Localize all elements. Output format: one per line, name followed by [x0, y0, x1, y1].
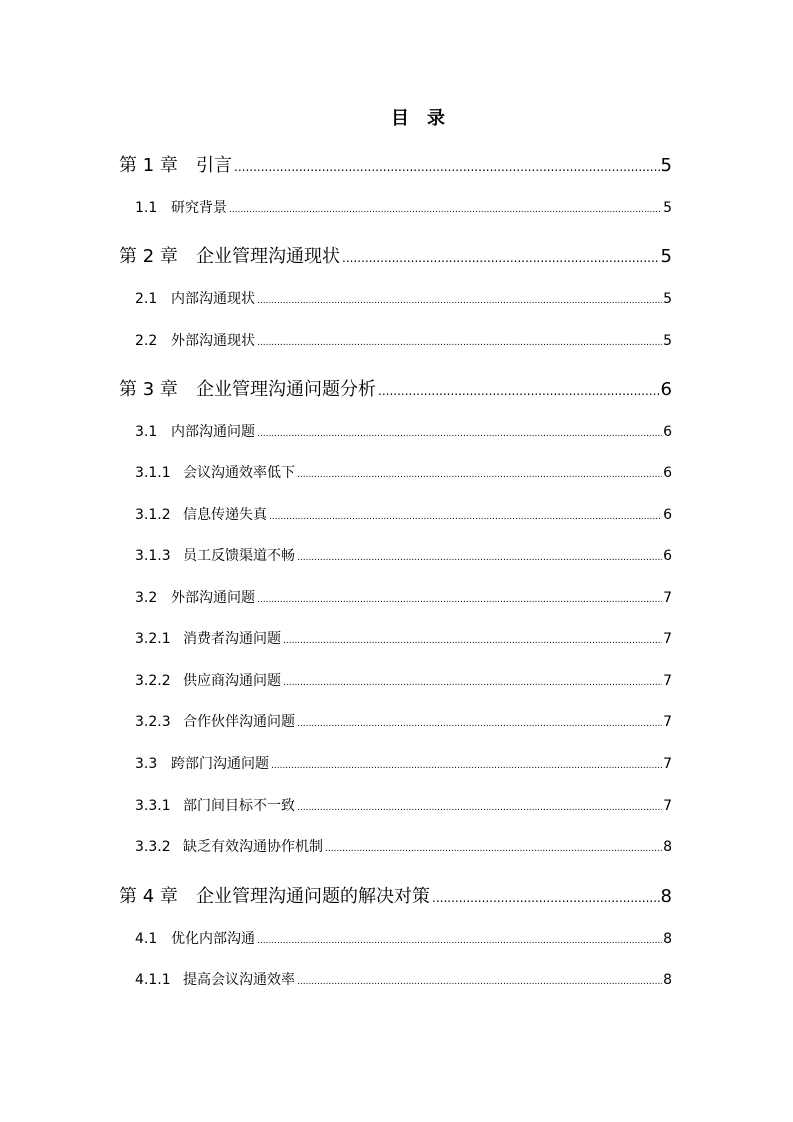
toc-entry-text: 部门间目标不一致: [183, 798, 295, 814]
toc-entry-number: 3.3.2: [135, 839, 171, 855]
toc-entry-number: 2.1: [135, 291, 158, 307]
toc-entry-chapter-1[interactable]: [119, 154, 672, 178]
toc-entry-page: 8: [663, 931, 672, 947]
toc-entry-text: 提高会议沟通效率: [183, 972, 295, 988]
toc-entry-number: 3.1.2: [135, 507, 171, 523]
toc-entry-number: 2.2: [135, 333, 158, 349]
toc-dot-leader: [297, 466, 662, 484]
toc-entry-page: 7: [663, 631, 672, 647]
toc-entry-3-3[interactable]: [135, 755, 672, 773]
toc-entry-3-1-1[interactable]: [135, 464, 672, 482]
toc-dot-leader: [269, 508, 662, 526]
toc-entry-page: 8: [660, 886, 672, 907]
toc-entry-page: 7: [663, 673, 672, 689]
toc-entry-text: 企业管理沟通现状: [196, 246, 340, 267]
toc-entry-3-1-2[interactable]: [135, 506, 672, 524]
toc-entry-number: 3.2.3: [135, 714, 171, 730]
toc-entry-text: 外部沟通现状: [171, 333, 255, 349]
toc-entry-page: 6: [663, 424, 672, 440]
toc-entry-page: 8: [663, 972, 672, 988]
toc-entry-number: 3.1.1: [135, 465, 171, 481]
toc-entry-1-1[interactable]: [135, 199, 672, 217]
toc-entry-number: 3.3.1: [135, 798, 171, 814]
toc-entry-text: 跨部门沟通问题: [171, 756, 269, 772]
toc-dot-leader: [342, 246, 660, 270]
toc-entry-text: 会议沟通效率低下: [183, 465, 295, 481]
toc-entry-number: 4.1.1: [135, 972, 171, 988]
toc-dot-leader: [257, 932, 662, 950]
toc-entry-4-1[interactable]: [135, 930, 672, 948]
toc-entry-page: 5: [663, 333, 672, 349]
toc-entry-page: 6: [663, 465, 672, 481]
toc-dot-leader: [257, 591, 662, 609]
toc-entry-page: 7: [663, 798, 672, 814]
toc-entry-chapter-3[interactable]: [119, 378, 672, 402]
toc-entry-number: 3.3: [135, 756, 158, 772]
toc-title: 目 录: [391, 108, 445, 129]
toc-entry-page: 7: [663, 714, 672, 730]
toc-dot-leader: [234, 155, 660, 179]
toc-dot-leader: [257, 292, 662, 310]
toc-entry-text: 企业管理沟通问题分析: [196, 379, 376, 400]
toc-dot-leader: [297, 973, 662, 991]
toc-entry-text: 优化内部沟通: [171, 931, 255, 947]
toc-entry-3-2-3[interactable]: [135, 713, 672, 731]
toc-entry-number: 第 3 章: [119, 379, 178, 400]
toc-entry-text: 员工反馈渠道不畅: [183, 548, 295, 564]
toc-entry-3-2-2[interactable]: [135, 672, 672, 690]
toc-entry-page: 6: [663, 548, 672, 564]
toc-entry-text: 研究背景: [171, 200, 227, 216]
toc-entry-page: 5: [663, 291, 672, 307]
toc-entry-number: 第 1 章: [119, 155, 178, 176]
toc-dot-leader: [283, 674, 662, 692]
toc-entry-number: 4.1: [135, 931, 158, 947]
toc-entry-page: 5: [663, 200, 672, 216]
toc-entry-page: 5: [660, 246, 672, 267]
toc-entry-number: 1.1: [135, 200, 158, 216]
toc-entry-number: 3.2: [135, 590, 158, 606]
toc-entry-page: 6: [663, 507, 672, 523]
toc-entry-chapter-2[interactable]: [119, 245, 672, 269]
toc-entry-2-2[interactable]: [135, 332, 672, 350]
toc-entry-3-3-2[interactable]: [135, 838, 672, 856]
toc-entry-page: 7: [663, 756, 672, 772]
toc-entry-number: 第 2 章: [119, 246, 178, 267]
toc-entry-number: 3.1: [135, 424, 158, 440]
toc-dot-leader: [297, 799, 662, 817]
toc-dot-leader: [257, 334, 662, 352]
toc-entry-text: 合作伙伴沟通问题: [183, 714, 295, 730]
toc-entry-number: 3.2.1: [135, 631, 171, 647]
toc-entry-4-1-1[interactable]: [135, 971, 672, 989]
toc-entry-3-1[interactable]: [135, 423, 672, 441]
toc-dot-leader: [297, 549, 662, 567]
toc-entry-page: 5: [660, 155, 672, 176]
toc-entry-number: 第 4 章: [119, 886, 178, 907]
toc-entry-3-2[interactable]: [135, 589, 672, 607]
toc-entry-2-1[interactable]: [135, 290, 672, 308]
toc-entry-text: 供应商沟通问题: [183, 673, 281, 689]
toc-dot-leader: [432, 886, 660, 910]
toc-entry-text: 引言: [196, 155, 232, 176]
toc-entry-3-3-1[interactable]: [135, 797, 672, 815]
toc-dot-leader: [378, 379, 660, 403]
toc-dot-leader: [229, 201, 662, 219]
toc-dot-leader: [325, 840, 662, 858]
toc-entry-page: 6: [660, 379, 672, 400]
toc-dot-leader: [297, 715, 662, 733]
toc-entry-text: 信息传递失真: [183, 507, 267, 523]
toc-entry-text: 企业管理沟通问题的解决对策: [196, 886, 430, 907]
toc-entry-page: 7: [663, 590, 672, 606]
toc-entry-chapter-4[interactable]: [119, 885, 672, 909]
toc-entry-text: 外部沟通问题: [171, 590, 255, 606]
toc-entry-number: 3.2.2: [135, 673, 171, 689]
toc-entry-3-1-3[interactable]: [135, 547, 672, 565]
toc-entry-text: 消费者沟通问题: [183, 631, 281, 647]
toc-entry-3-2-1[interactable]: [135, 630, 672, 648]
toc-dot-leader: [283, 632, 662, 650]
toc-entry-page: 8: [663, 839, 672, 855]
toc-entry-text: 内部沟通现状: [171, 291, 255, 307]
toc-entry-text: 内部沟通问题: [171, 424, 255, 440]
toc-dot-leader: [257, 425, 662, 443]
toc-entry-text: 缺乏有效沟通协作机制: [183, 839, 323, 855]
toc-entry-number: 3.1.3: [135, 548, 171, 564]
toc-dot-leader: [271, 757, 662, 775]
